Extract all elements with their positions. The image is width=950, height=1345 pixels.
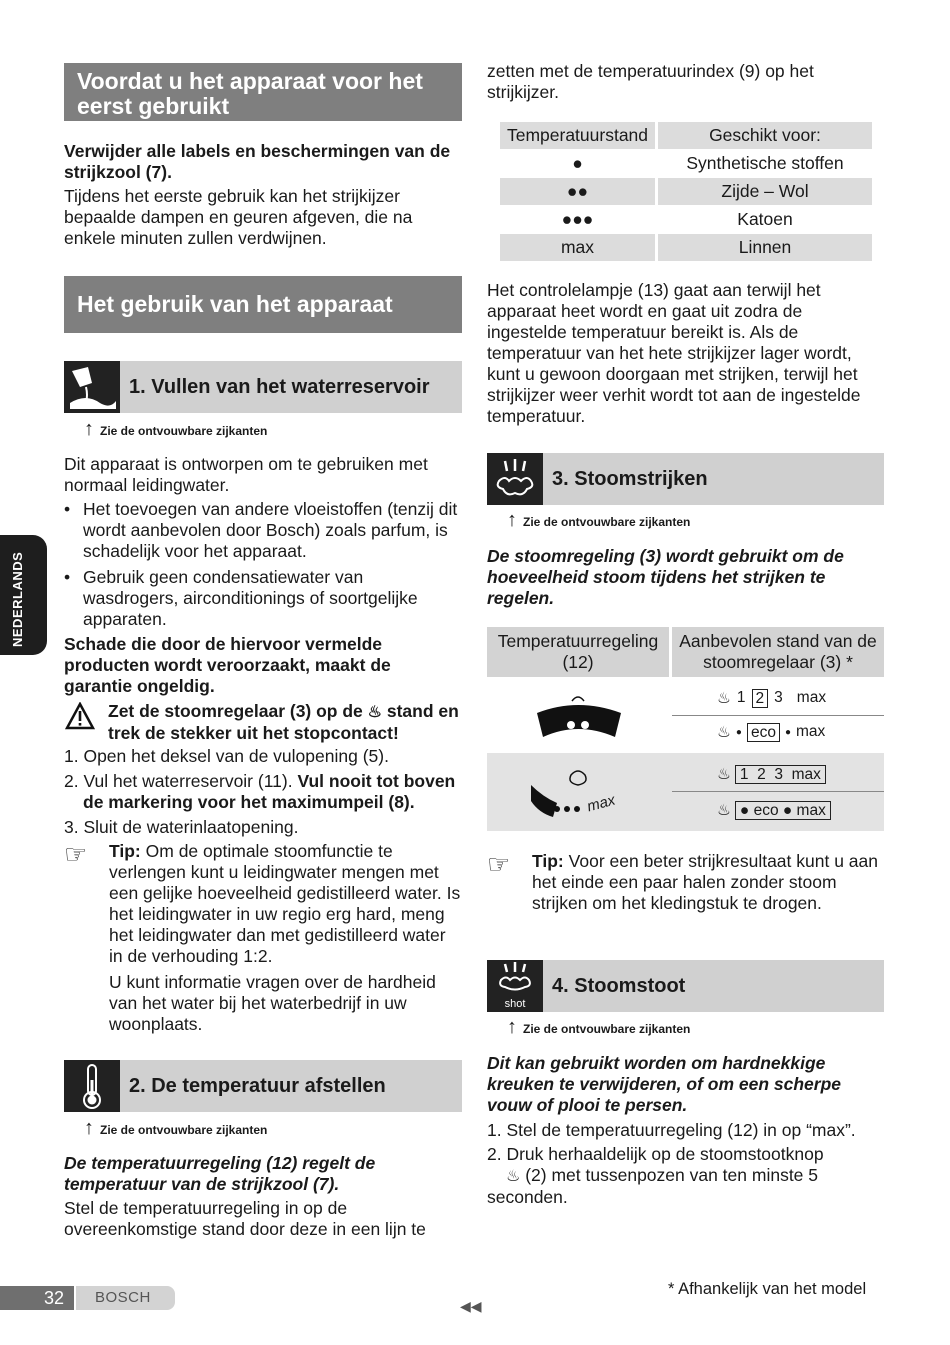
table-header: Aanbevolen stand van de stoomregelaar (3) * bbox=[672, 627, 884, 677]
heading-usage bbox=[64, 276, 462, 333]
steam-shot-button-icon: ♨ bbox=[506, 1168, 521, 1185]
damage-warning: Schade die door de hiervoor vermelde producten wordt veroorzaakt, maakt de garantie ongeldig. bbox=[64, 634, 391, 696]
tip-label: Tip: bbox=[109, 841, 141, 861]
table-cell: Synthetische stoffen bbox=[657, 150, 873, 178]
previous-page-icon: ◀◀ bbox=[460, 1298, 482, 1314]
dial-low-illustration bbox=[487, 679, 669, 751]
section-1-header bbox=[64, 361, 462, 413]
table-row bbox=[500, 234, 872, 262]
table-cell: ● bbox=[500, 150, 657, 178]
setting-value: ● bbox=[735, 726, 742, 738]
no-steam-icon: ♨ bbox=[367, 704, 382, 721]
bullet-text: Gebruik geen condensatiewater van wasdrogers, airconditionings of soortgelijke apparaten. bbox=[83, 567, 418, 629]
brand-label: BOSCH bbox=[76, 1286, 175, 1310]
dial-max-label: max bbox=[585, 791, 618, 816]
steam-setting-row bbox=[672, 717, 884, 747]
arrow-up-icon: ↑ bbox=[507, 509, 517, 531]
tip-label: Tip: bbox=[532, 851, 564, 871]
warning-icon bbox=[65, 702, 95, 730]
setting-value-selected: 2 bbox=[752, 689, 769, 708]
setting-value: max bbox=[796, 689, 827, 706]
sec4-step-2-text-b: (2) met tussenpozen van ten minste 5 seconden. bbox=[487, 1165, 819, 1207]
arrow-up-icon: ↑ bbox=[84, 418, 94, 440]
table-cell: Zijde – Wol bbox=[657, 178, 873, 206]
step-2 bbox=[64, 771, 462, 813]
table-row bbox=[500, 178, 872, 206]
shot-label: shot bbox=[504, 998, 526, 1010]
section-3-title: 3. Stoomstrijken bbox=[543, 453, 884, 505]
arrow-up-icon: ↑ bbox=[507, 1016, 517, 1038]
table-cell: max bbox=[500, 234, 657, 262]
sec4-step-1: 1. Stel de temperatuurregeling (12) in op “max”. bbox=[487, 1120, 856, 1140]
foldout-reference-text: Zie de ontvouwbare zijkanten bbox=[523, 515, 691, 529]
table-cell: ●●● bbox=[500, 206, 657, 234]
foldout-reference-text: Zie de ontvouwbare zijkanten bbox=[523, 1022, 691, 1036]
foldout-reference-text: Zie de ontvouwbare zijkanten bbox=[100, 424, 268, 438]
setting-value-selected: eco bbox=[747, 723, 780, 742]
step-3: 3. Sluit de waterinlaatopening. bbox=[64, 817, 299, 837]
setting-value: 1 bbox=[736, 689, 746, 706]
steam-icon bbox=[487, 453, 543, 505]
section-3-header bbox=[487, 453, 884, 505]
thermometer-icon bbox=[64, 1060, 120, 1112]
table-header: Temperatuurregeling (12) bbox=[487, 627, 669, 677]
sec4-bold: Dit kan gebruikt worden om hardnekkige kreuken te verwijderen, of om een scherpe vouw of plooi te persen. bbox=[487, 1053, 842, 1115]
heading-first-use-text: Voordat u het apparaat voor het eerst gebruikt bbox=[77, 68, 423, 119]
no-steam-icon: ♨ bbox=[717, 801, 731, 819]
setting-range-selected: ● eco ● max bbox=[735, 801, 831, 820]
section-1-title: 1. Vullen van het waterreservoir bbox=[120, 361, 462, 413]
heading-usage-text: Het gebruik van het apparaat bbox=[77, 291, 393, 317]
table-row bbox=[500, 150, 872, 178]
warning-text-a: Zet de stoomregelaar (3) op de bbox=[108, 701, 363, 721]
page-number: 32 bbox=[0, 1286, 74, 1310]
temperature-table bbox=[500, 122, 872, 262]
steam-setting-row bbox=[672, 759, 884, 789]
foldout-reference-4 bbox=[507, 1018, 690, 1036]
section-2-header bbox=[64, 1060, 462, 1112]
temp-continuation: zetten met de temperatuurindex (9) op het strijkijzer. bbox=[487, 61, 814, 102]
table-cell: Katoen bbox=[657, 206, 873, 234]
steam-setting-row bbox=[672, 683, 884, 713]
language-tab bbox=[0, 535, 47, 655]
no-steam-icon: ♨ bbox=[717, 723, 731, 741]
section-2-title: 2. De temperatuur afstellen bbox=[120, 1060, 462, 1112]
foldout-reference-text: Zie de ontvouwbare zijkanten bbox=[100, 1123, 268, 1137]
table-row bbox=[500, 122, 872, 150]
arrow-up-icon: ↑ bbox=[84, 1117, 94, 1139]
setting-value: max bbox=[796, 723, 826, 740]
setting-range-selected: 1 2 3 max bbox=[735, 765, 826, 784]
step-2-bold: Vul nooit tot boven de markering voor het maximumpeil (8). bbox=[83, 771, 456, 812]
sec2-paragraph: Stel de temperatuurregeling in op de overeenkomstige stand door deze in een lijn te bbox=[64, 1198, 426, 1239]
water-fill-icon bbox=[64, 361, 120, 413]
no-steam-icon: ♨ bbox=[717, 765, 731, 783]
steam-setting-row bbox=[672, 795, 884, 825]
setting-value: 3 bbox=[774, 689, 783, 706]
list-item: • Het toevoegen van andere vloeistoffen (tenzij dit wordt aanbevolen door Bosch) zoals parfum, is schadelijk voor het apparaat. bbox=[64, 499, 462, 562]
bullet-text: Het toevoegen van andere vloeistoffen (tenzij dit wordt aanbevolen door Bosch) zoals parfum, is schadelijk voor het apparaat. bbox=[83, 499, 458, 561]
divider bbox=[672, 791, 884, 792]
list-item: • Gebruik geen condensatiewater van wasdrogers, airconditionings of soortgelijke apparaten. bbox=[64, 567, 462, 630]
steam-table bbox=[487, 627, 884, 831]
step-2-text: 2. Vul het waterreservoir (11). bbox=[64, 771, 293, 791]
foldout-reference-1 bbox=[84, 420, 267, 438]
section-4-header bbox=[487, 960, 884, 1012]
pointing-hand-icon: ☞ bbox=[487, 849, 511, 879]
tip-text: Voor een beter strijkresultaat kunt u aan het einde een paar halen zonder stoom strijken om het kledingstuk te drogen. bbox=[532, 851, 878, 913]
step-1: 1. Open het deksel van de vulopening (5). bbox=[64, 746, 389, 766]
dial-max-illustration bbox=[487, 753, 669, 831]
foldout-reference-3 bbox=[507, 511, 690, 529]
sec1-paragraph: Dit apparaat is ontworpen om te gebruiken met normaal leidingwater. bbox=[64, 454, 428, 495]
tip-text: Om de optimale stoomfunctie te verlengen kunt u leidingwater mengen met een gelijke hoeveelheid gedistilleerd water. Is het leidingwater in uw regio erg hard, meng het leidingwater dan met gedistilleerd water in de verhouding 1:2. bbox=[109, 841, 461, 966]
table-row bbox=[500, 206, 872, 234]
pointing-hand-icon: ☞ bbox=[64, 839, 88, 869]
setting-value: ● bbox=[784, 726, 791, 738]
sec2-bold: De temperatuurregeling (12) regelt de temperatuur van de strijkzool (7). bbox=[64, 1153, 376, 1194]
footnote: * Afhankelijk van het model bbox=[668, 1280, 867, 1298]
table-header: Geschikt voor: bbox=[657, 122, 873, 150]
steam-shot-icon bbox=[487, 960, 543, 1012]
divider bbox=[672, 715, 884, 716]
intro-bold: Verwijder alle labels en beschermingen van de strijkzool (7). bbox=[64, 141, 451, 182]
table-cell: Linnen bbox=[657, 234, 873, 262]
table-header: Temperatuurstand bbox=[500, 122, 657, 150]
sec4-step-2-text: 2. Druk herhaaldelijk op de stoomstootknop bbox=[487, 1144, 824, 1164]
foldout-reference-2 bbox=[84, 1119, 267, 1137]
section-4-title: 4. Stoomstoot bbox=[543, 960, 884, 1012]
tip-text-2: U kunt informatie vragen over de hardheid van het water bij het waterbedrijf in uw woonplaats. bbox=[109, 972, 436, 1034]
no-steam-icon: ♨ bbox=[717, 689, 731, 707]
sec3-bold: De stoomregeling (3) wordt gebruikt om de hoeveelheid stoom tijdens het strijken te regelen. bbox=[487, 546, 844, 608]
language-label: NEDERLANDS bbox=[10, 551, 25, 647]
warning-text-b: stand en trek de stekker uit het stopcontact! bbox=[108, 701, 459, 743]
intro-text: Tijdens het eerste gebruik kan het strijkijzer bepaalde dampen en geuren afgeven, die na enkele minuten zullen verdwijnen. bbox=[64, 186, 413, 248]
sec4-step-2 bbox=[487, 1144, 884, 1208]
heading-first-use bbox=[64, 63, 462, 121]
table-cell: ●● bbox=[500, 178, 657, 206]
lamp-paragraph: Het controlelampje (13) gaat aan terwijl het apparaat heet wordt en gaat uit zodra de ingestelde temperatuur bereikt is. Als de temperatuur van het hete strijkijzer lager wordt, kunt u gewoon doorgaan met strijken, terwijl het strijkijzer weer verhit wordt tot aan de ingestelde temperatuur. bbox=[487, 280, 861, 426]
